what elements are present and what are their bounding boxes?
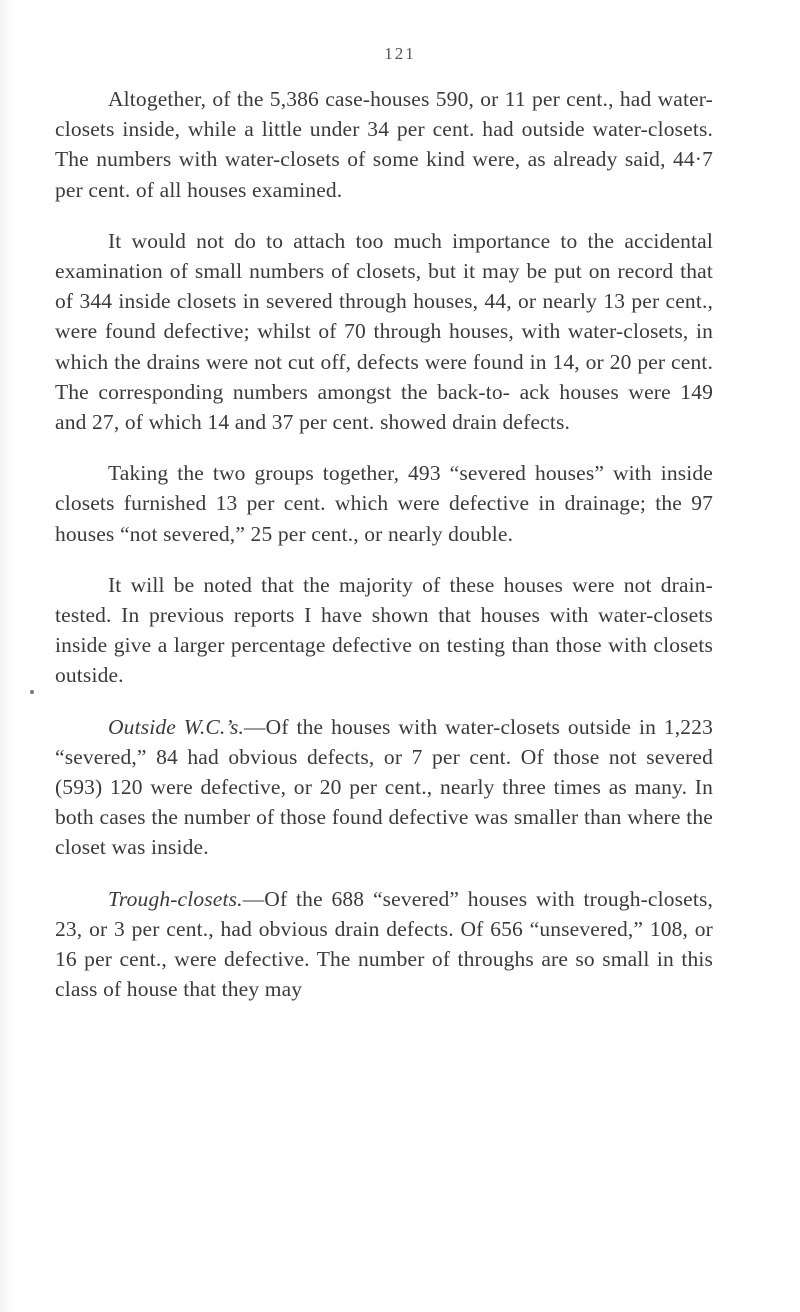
paragraph-closet-defects [55,226,713,437]
paragraph-text: It will be noted that the majority of these houses were not drain-tested. In previous reports I have shown that houses with water-closets inside give a larger percentage defective on testing than those with closets outside. [55,572,713,688]
paragraph-drain-testing [55,570,713,691]
paragraph-text: It would not do to attach too much importance to the accidental examination of small numbers of closets, but it may be put on record that of 344 inside closets in severed through houses, 44, or nearly 13 per cent., were found defective; whilst of 70 through houses, with water-closets, in which the drains were not cut off, defects were found in 14, or 20 per cent. The corresponding numbers amongst the back-to- ack houses were 149 and 27, of which 14 and 37 per cent. showed drain defects. [55,228,713,435]
section-lead-outside-wcs: Outside W.C.’s. [108,714,245,739]
paragraph-text: Taking the two groups together, 493 “severed houses” with inside closets furnished 13 per cent. which were defective in drainage; the 97 houses “not severed,” 25 per cent., or nearly double. [55,461,713,546]
paragraph-groups-together [55,458,713,549]
section-lead-trough-closets: Trough-closets. [108,886,243,911]
paragraph-totals [55,84,713,205]
paragraph-outside-wcs [55,712,713,863]
paragraph-text: —Of the houses with water-closets outside in 1,223 “severed,” 84 had obvious defects, or 7 per cent. Of those not severed (593) 120 were defective, or 20 per cent., nearly three times as many. In both cases the number of those found defective was smaller than where the closet was inside. [55,714,713,860]
paragraph-text: Altogether, of the 5,386 case-houses 590, or 11 per cent., had water-closets inside, while a little under 34 per cent. had outside water-closets. The numbers with water-closets of some kind were, as already said, 44·7 per cent. of all houses examined. [55,87,713,202]
page-number: 121 [384,44,416,63]
paragraph-trough-closets [55,884,713,1005]
paragraph-text: —Of the 688 “severed” houses with trough-closets, 23, or 3 per cent., had obvious drain defects. Of 656 “unsevered,” 108, or 16 per cent., were defective. The number of throughs are so small in this class of house that they may [55,886,713,1002]
body-text [55,84,713,1025]
margin-speck [30,690,34,694]
